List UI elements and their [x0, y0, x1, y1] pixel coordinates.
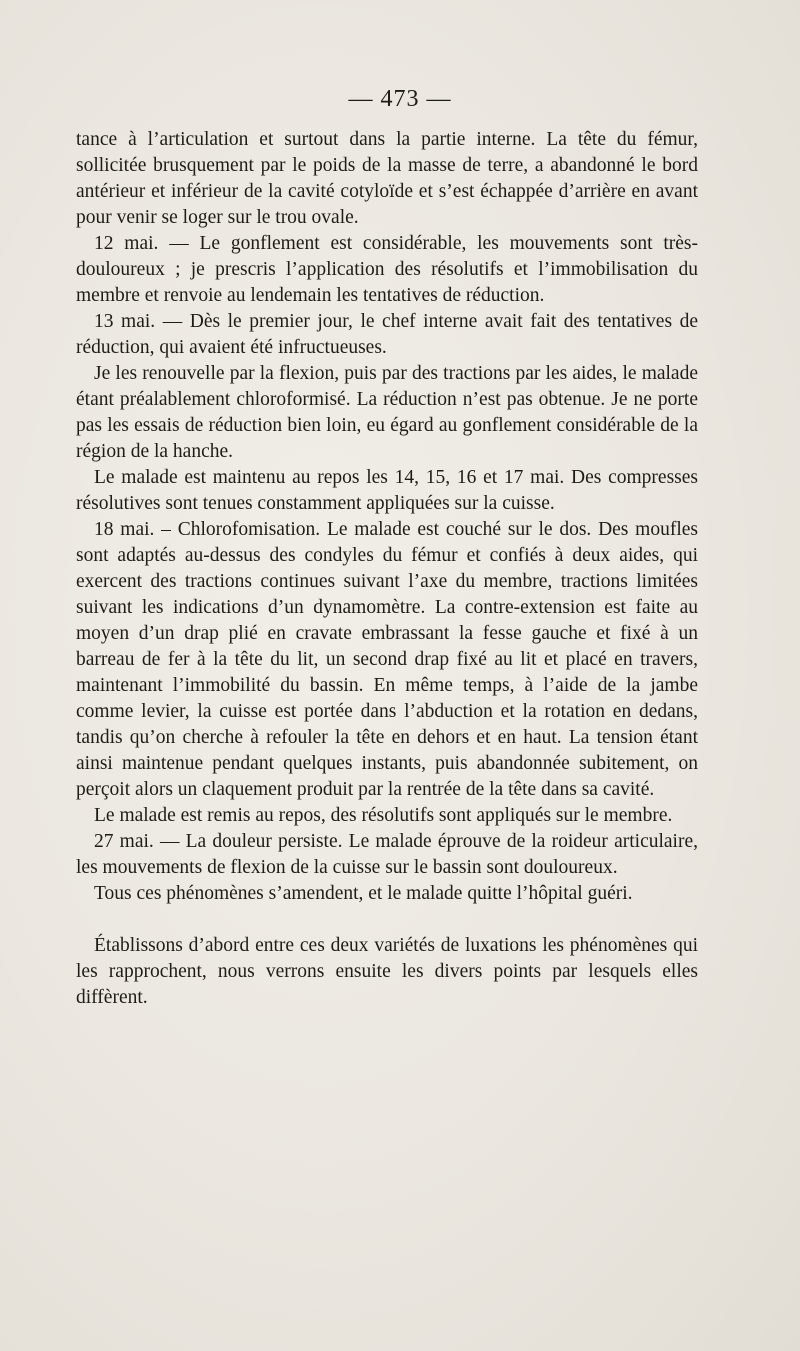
paragraph-repos: Le malade est maintenu au repos les 14, 15, 16 et 17 mai. Des compresses résolutives sont tenues constamment appliquées sur la cuisse. [76, 467, 698, 514]
paragraph-13-mai: 13 mai. — Dès le premier jour, le chef interne avait fait des tentatives de réduction, qui avaient été infructueuses. [76, 311, 698, 358]
paragraph-18-mai: 18 mai. – Chlorofomisation. Le malade est couché sur le dos. Des moufles sont adaptés au-dessus des condyles du fémur et confiés à deux aides, qui exercent des tractions continues suivant l’axe du membre, tractions limitées suivant les indications d’un dynamomètre. La contre-extension est faite au moyen d’un drap plié en cravate embrassant la fesse gauche et fixé à un barreau de fer à la tête du lit, un second drap fixé au lit et placé en travers, maintenant l’immobilité du bassin. En même temps, à l’aide de la jambe comme levier, la cuisse est portée dans l’abduction et la rotation en dedans, tandis qu’on cherche à refouler la tête en dehors et en haut. La tension étant ainsi maintenue pendant quelques instants, puis abandonnée subitement, on perçoit alors un claquement produit par la rentrée de la tête dans sa cavité. [76, 519, 698, 800]
paragraph-renouvelle: Je les renouvelle par la flexion, puis par des tractions par les aides, le malade étant préalablement chloroformisé. La réduction n’est pas obtenue. Je ne porte pas les essais de réduction bien loin, eu égard au gonflement considérable de la région de la hanche. [76, 363, 698, 462]
paragraph-etablissons: Établissons d’abord entre ces deux variétés de luxations les phénomènes qui les rapprochent, nous verrons ensuite les divers points par lesquels elles diffèrent. [76, 935, 698, 1008]
paragraph-continuation: tance à l’articulation et surtout dans la partie interne. La tête du fémur, sollicitée brusquement par le poids de la masse de terre, a abandonné le bord antérieur et inférieur de la cavité cotyloïde et s’est échappée d’arrière en avant pour venir se loger sur le trou ovale. [76, 129, 698, 228]
page-text [76, 127, 698, 1011]
page-number: — 473 — [348, 86, 452, 112]
paragraph-27-mai: 27 mai. — La douleur persiste. Le malade éprouve de la roideur articulaire, les mouvements de flexion de la cuisse sur le bassin sont douloureux. [76, 831, 698, 878]
paragraph-remis-au-repos: Le malade est remis au repos, des résolutifs sont appliqués sur le membre. [94, 805, 673, 826]
paragraph-12-mai: 12 mai. — Le gonflement est considérable, les mouvements sont très-douloureux ; je prescris l’application des résolutifs et l’immobilisation du membre et renvoie au lendemain les tentatives de réduction. [76, 233, 698, 306]
paragraph-gueri: Tous ces phénomènes s’amendent, et le malade quitte l’hôpital guéri. [94, 883, 633, 904]
